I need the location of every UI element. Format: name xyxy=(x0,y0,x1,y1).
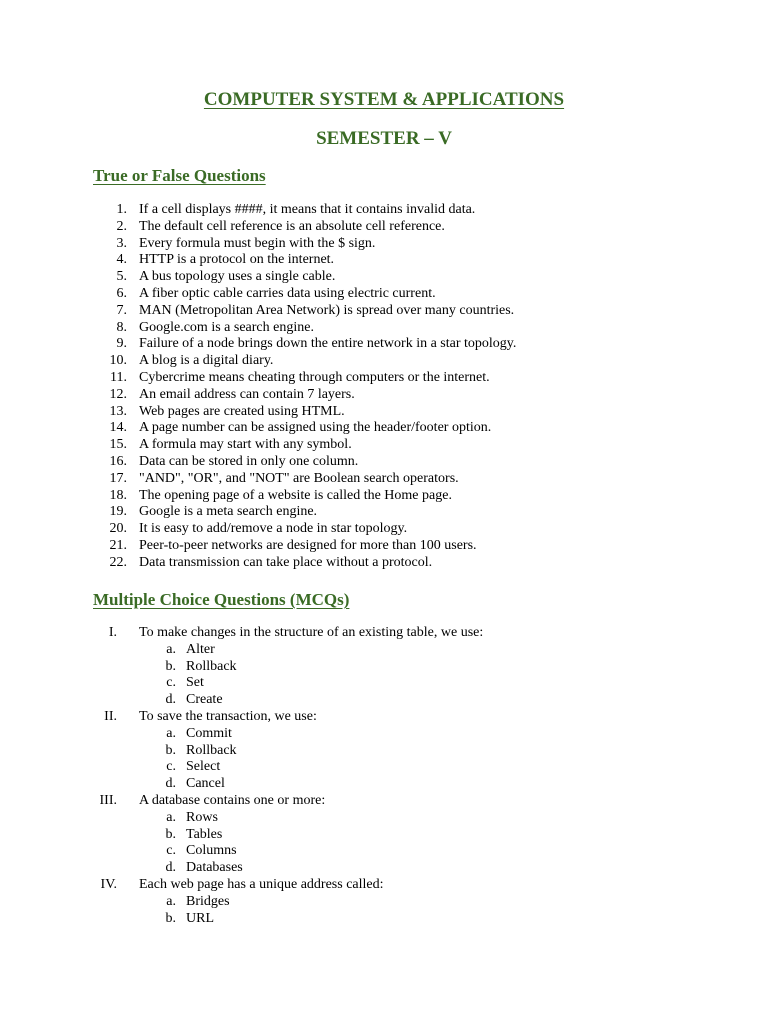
item-number: 21. xyxy=(109,537,127,553)
true-false-heading: True or False Questions xyxy=(93,166,266,185)
item-text: A blog is a digital diary. xyxy=(139,353,274,369)
item-number: 20. xyxy=(109,521,127,537)
option-letter: d. xyxy=(165,776,176,792)
item-text: MAN (Metropolitan Area Network) is spread over many countries. xyxy=(139,302,515,318)
option-text: Select xyxy=(186,759,221,775)
item-number: 22. xyxy=(109,554,127,570)
option-text: Columns xyxy=(186,843,237,859)
question-text: A database contains one or more: xyxy=(139,792,326,808)
option-text: Rollback xyxy=(186,658,237,674)
option-text: Create xyxy=(186,692,223,708)
option-text: Alter xyxy=(186,641,215,657)
question-number: III. xyxy=(99,792,117,808)
option-text: Cancel xyxy=(186,776,225,792)
item-text: The default cell reference is an absolute cell reference. xyxy=(139,218,445,234)
option-letter: a. xyxy=(166,641,176,657)
item-text: Web pages are created using HTML. xyxy=(139,403,345,419)
option-text: Set xyxy=(186,675,204,691)
item-number: 19. xyxy=(109,504,127,520)
option-text: URL xyxy=(186,910,214,926)
option-letter: a. xyxy=(166,893,176,909)
item-number: 2. xyxy=(116,218,127,234)
item-text: Peer-to-peer networks are designed for more than 100 users. xyxy=(139,537,477,553)
item-number: 11. xyxy=(110,369,127,385)
question-text: To make changes in the structure of an existing table, we use: xyxy=(139,625,484,640)
item-text: A formula may start with any symbol. xyxy=(139,437,352,453)
option-letter: d. xyxy=(165,860,176,876)
item-text: The opening page of a website is called the Home page. xyxy=(139,487,452,503)
option-letter: c. xyxy=(166,759,176,775)
option-letter: a. xyxy=(166,809,176,825)
option-letter: b. xyxy=(165,826,176,842)
semester-title: SEMESTER – V xyxy=(316,128,452,149)
item-text: A bus topology uses a single cable. xyxy=(139,269,336,285)
option-text: Rows xyxy=(186,809,218,825)
question-number: II. xyxy=(104,708,117,724)
item-number: 5. xyxy=(116,269,127,285)
option-letter: b. xyxy=(165,742,176,758)
option-text: Tables xyxy=(186,826,223,842)
item-number: 12. xyxy=(109,386,127,402)
item-text: A fiber optic cable carries data using electric current. xyxy=(139,285,436,301)
option-letter: a. xyxy=(166,725,176,741)
option-letter: d. xyxy=(165,692,176,708)
option-letter: b. xyxy=(165,910,176,926)
option-text: Bridges xyxy=(186,893,230,909)
option-text: Commit xyxy=(186,725,232,741)
option-text: Rollback xyxy=(186,742,237,758)
item-number: 8. xyxy=(116,319,127,335)
item-text: If a cell displays ####, it means that it contains invalid data. xyxy=(139,202,476,217)
item-number: 18. xyxy=(109,487,127,503)
item-text: Google.com is a search engine. xyxy=(139,319,314,335)
item-number: 14. xyxy=(109,420,127,436)
question-text: To save the transaction, we use: xyxy=(139,708,317,724)
item-text: "AND", "OR", and "NOT" are Boolean search operators. xyxy=(139,470,459,486)
item-number: 1. xyxy=(116,202,127,217)
item-number: 6. xyxy=(116,285,127,301)
question-number: I. xyxy=(108,625,117,640)
item-number: 3. xyxy=(116,235,127,251)
item-number: 13. xyxy=(109,403,127,419)
option-letter: c. xyxy=(166,843,176,859)
item-text: Data can be stored in only one column. xyxy=(139,453,359,469)
item-number: 7. xyxy=(116,302,127,318)
item-text: Data transmission can take place without a protocol. xyxy=(139,554,433,570)
item-number: 16. xyxy=(109,453,127,469)
item-text: Google is a meta search engine. xyxy=(139,504,318,520)
item-text: A page number can be assigned using the header/footer option. xyxy=(139,420,492,436)
question-number: IV. xyxy=(100,876,117,892)
question-text: Each web page has a unique address called: xyxy=(139,876,384,892)
item-number: 9. xyxy=(116,336,127,352)
option-letter: c. xyxy=(166,675,176,691)
mcq-heading: Multiple Choice Questions (MCQs) xyxy=(93,590,350,609)
document-title: COMPUTER SYSTEM & APPLICATIONS xyxy=(203,89,565,110)
item-text: An email address can contain 7 layers. xyxy=(139,386,355,402)
item-text: Failure of a node brings down the entire network in a star topology. xyxy=(139,336,517,352)
item-text: Cybercrime means cheating through computers or the internet. xyxy=(139,369,490,385)
item-text: Every formula must begin with the $ sign. xyxy=(139,235,376,251)
item-number: 10. xyxy=(109,353,127,369)
item-number: 17. xyxy=(109,470,127,486)
item-text: It is easy to add/remove a node in star topology. xyxy=(139,521,408,537)
item-number: 4. xyxy=(116,252,127,268)
item-text: HTTP is a protocol on the internet. xyxy=(139,252,335,268)
option-letter: b. xyxy=(165,658,176,674)
item-number: 15. xyxy=(109,437,127,453)
option-text: Databases xyxy=(186,860,243,876)
